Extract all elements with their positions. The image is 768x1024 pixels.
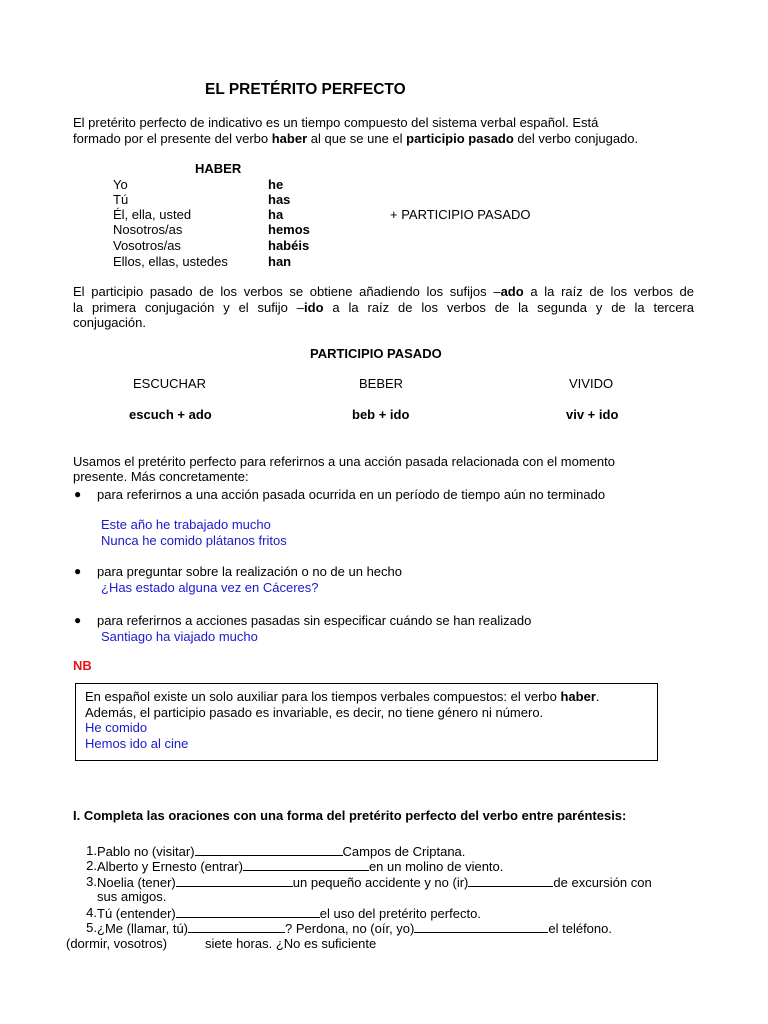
answer-blank[interactable] [243,858,369,871]
item-number: 2. [86,858,97,873]
form-escuchar: escuch + ado [129,407,212,422]
participle-line-3: conjugación. [73,315,146,330]
haber-person: Yo [113,177,128,192]
haber-form: hemos [268,222,310,237]
exercise-item-2: Alberto y Ernesto (entrar) en un molino de viento. [97,859,504,874]
example-3: Santiago ha viajado mucho [101,629,258,644]
item-number: 5. [86,920,97,935]
form-vivir: viv + ido [566,407,619,422]
exercise-item-6-text: siete horas. ¿No es suficiente [205,936,377,951]
page-title: EL PRETÉRITO PERFECTO [205,81,406,98]
haber-header: HABER [195,161,242,176]
example-1b: Nunca he comido plátanos fritos [101,533,287,548]
bullet-icon: ● [74,613,82,627]
bullet-icon: ● [74,564,82,578]
intro-line-1: El pretérito perfecto de indicativo es un tiempo compuesto del sistema verbal español. Está [73,115,599,130]
haber-form: habéis [268,238,310,253]
nb-label: NB [73,658,92,673]
exercise-item-5: ¿Me (llamar, tú) ? Perdona, no (oír, yo) el teléfono. [97,921,612,936]
usage-line-1: Usamos el pretérito perfecto para referirnos a una acción pasada relacionada con el momento [73,454,615,469]
form-beber: beb + ido [352,407,410,422]
nb-line-1: En español existe un solo auxiliar para los tiempos verbales compuestos: el verbo haber. [85,689,600,704]
haber-form: ha [268,207,284,222]
haber-person: Nosotros/as [113,222,183,237]
answer-blank[interactable] [176,874,293,887]
verb-beber: BEBER [359,376,404,391]
plus-participio: + PARTICIPIO PASADO [390,207,531,222]
exercise-item-3: Noelia (tener) un pequeño accidente y no (ir) de excursión con [97,875,652,890]
verb-escuchar: ESCUCHAR [133,376,206,391]
haber-person: Tú [113,192,129,207]
intro-line-2: formado por el presente del verbo haber al que se une el participio pasado del verbo conjugado. [73,131,639,146]
exercise-item-3-cont: sus amigos. [97,889,167,904]
usage-bullet-3: para referirnos a acciones pasadas sin especificar cuándo se han realizado [97,613,532,628]
answer-blank[interactable] [468,874,553,887]
haber-form: has [268,192,291,207]
haber-person: Él, ella, usted [113,207,192,222]
participle-line-2: la primera conjugación y el sufijo –ido a la raíz de los verbos de la segunda y de la tercera [73,300,694,315]
usage-bullet-2: para preguntar sobre la realización o no de un hecho [97,564,402,579]
participle-line-1: El participio pasado de los verbos se obtiene añadiendo los sufijos –ado a la raíz de los verbos de [73,284,695,299]
example-1a: Este año he trabajado mucho [101,517,271,532]
haber-person: Vosotros/as [113,238,181,253]
haber-form: he [268,177,284,192]
haber-person: Ellos, ellas, ustedes [113,254,228,269]
nb-box [75,683,658,761]
exercise-item-6-verb: (dormir, vosotros) [66,936,168,951]
nb-example-1: He comido [85,720,148,735]
item-number: 4. [86,905,97,920]
item-number: 3. [86,874,97,889]
exercise-item-1: Pablo no (visitar) Campos de Criptana. [97,844,466,859]
answer-blank[interactable] [414,920,548,933]
bullet-icon: ● [74,487,82,501]
answer-blank[interactable] [176,905,320,918]
exercise-item-4: Tú (entender) el uso del pretérito perfecto. [97,906,481,921]
usage-line-2: presente. Más concretamente: [73,469,249,484]
item-number: 1. [86,843,97,858]
answer-blank[interactable] [188,920,285,933]
usage-bullet-1: para referirnos a una acción pasada ocurrida en un período de tiempo aún no terminado [97,487,606,502]
example-2: ¿Has estado alguna vez en Cáceres? [101,580,319,595]
exercise-heading: I. Completa las oraciones con una forma del pretérito perfecto del verbo entre paréntesis: [73,808,627,823]
answer-blank[interactable] [195,843,343,856]
participio-header: PARTICIPIO PASADO [310,346,442,361]
haber-form: han [268,254,292,269]
nb-example-2: Hemos ido al cine [85,736,189,751]
verb-vivido: VIVIDO [569,376,614,391]
nb-line-2: Además, el participio pasado es invariable, es decir, no tiene género ni número. [85,705,544,720]
